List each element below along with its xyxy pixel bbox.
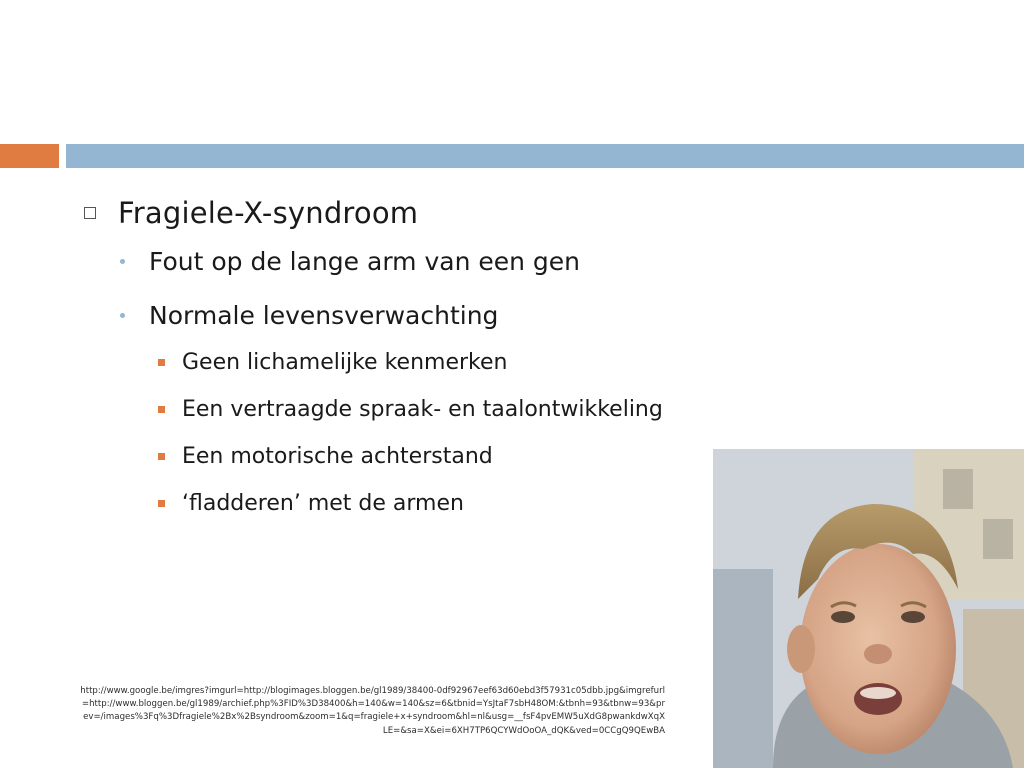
slide-heading: Fragiele-X-syndroom (118, 196, 419, 230)
dot-bullet-icon (120, 313, 125, 318)
bullet-level2 (120, 297, 780, 333)
square-bullet-icon (84, 207, 96, 219)
image-source-citation: http://www.google.be/imgres?imgurl=http://blogimages.bloggen.be/gl1989/38400-0df92967eef63d60ebd3f57931c05dbb.jpg&imgrefurl=http://www.bloggen.be/gl1989/archief.php%3FID%3D38400&h=140&w=140&sz=6&tbnid=YsJtaF7sbH48OM:&tbnh=93&tbnw=93&prev=/images%3Fq%3Dfragiele%2Bx%2Bsyndroom&zoom=1&q=fragiele+x+syndroom&hl=nl&usg=__fsF4pvEMW5uXdG8pwankdwXqXLE=&sa=X&ei=6XH7TP6QCYWdOoOA_dQK&ved=0CCgQ9QEwBA (80, 686, 665, 736)
orange-square-bullet-icon (158, 500, 165, 507)
bullet-level3 (158, 441, 780, 471)
bullet-level3 (158, 488, 780, 518)
bullet-text: Geen lichamelijke kenmerken (182, 349, 508, 375)
bullet-text: ‘fladderen’ met de armen (182, 490, 464, 516)
bullet-text: Fout op de lange arm van een gen (149, 246, 581, 276)
orange-square-bullet-icon (158, 406, 165, 413)
child-photo (713, 449, 1024, 768)
bullet-level3 (158, 347, 780, 377)
dot-bullet-icon (120, 259, 125, 264)
orange-square-bullet-icon (158, 359, 165, 366)
bullet-level1 (80, 193, 780, 233)
bullet-level2 (120, 243, 780, 279)
bullet-text: Normale levensverwachting (149, 300, 499, 330)
orange-square-bullet-icon (158, 453, 165, 460)
slide-content (80, 193, 780, 535)
header-accent-blue (66, 144, 1024, 168)
bullet-text: Een vertraagde spraak- en taalontwikkeling (182, 396, 663, 422)
header-accent-orange (0, 144, 59, 168)
bullet-text: Een motorische achterstand (182, 443, 493, 469)
bullet-level3 (158, 394, 780, 424)
